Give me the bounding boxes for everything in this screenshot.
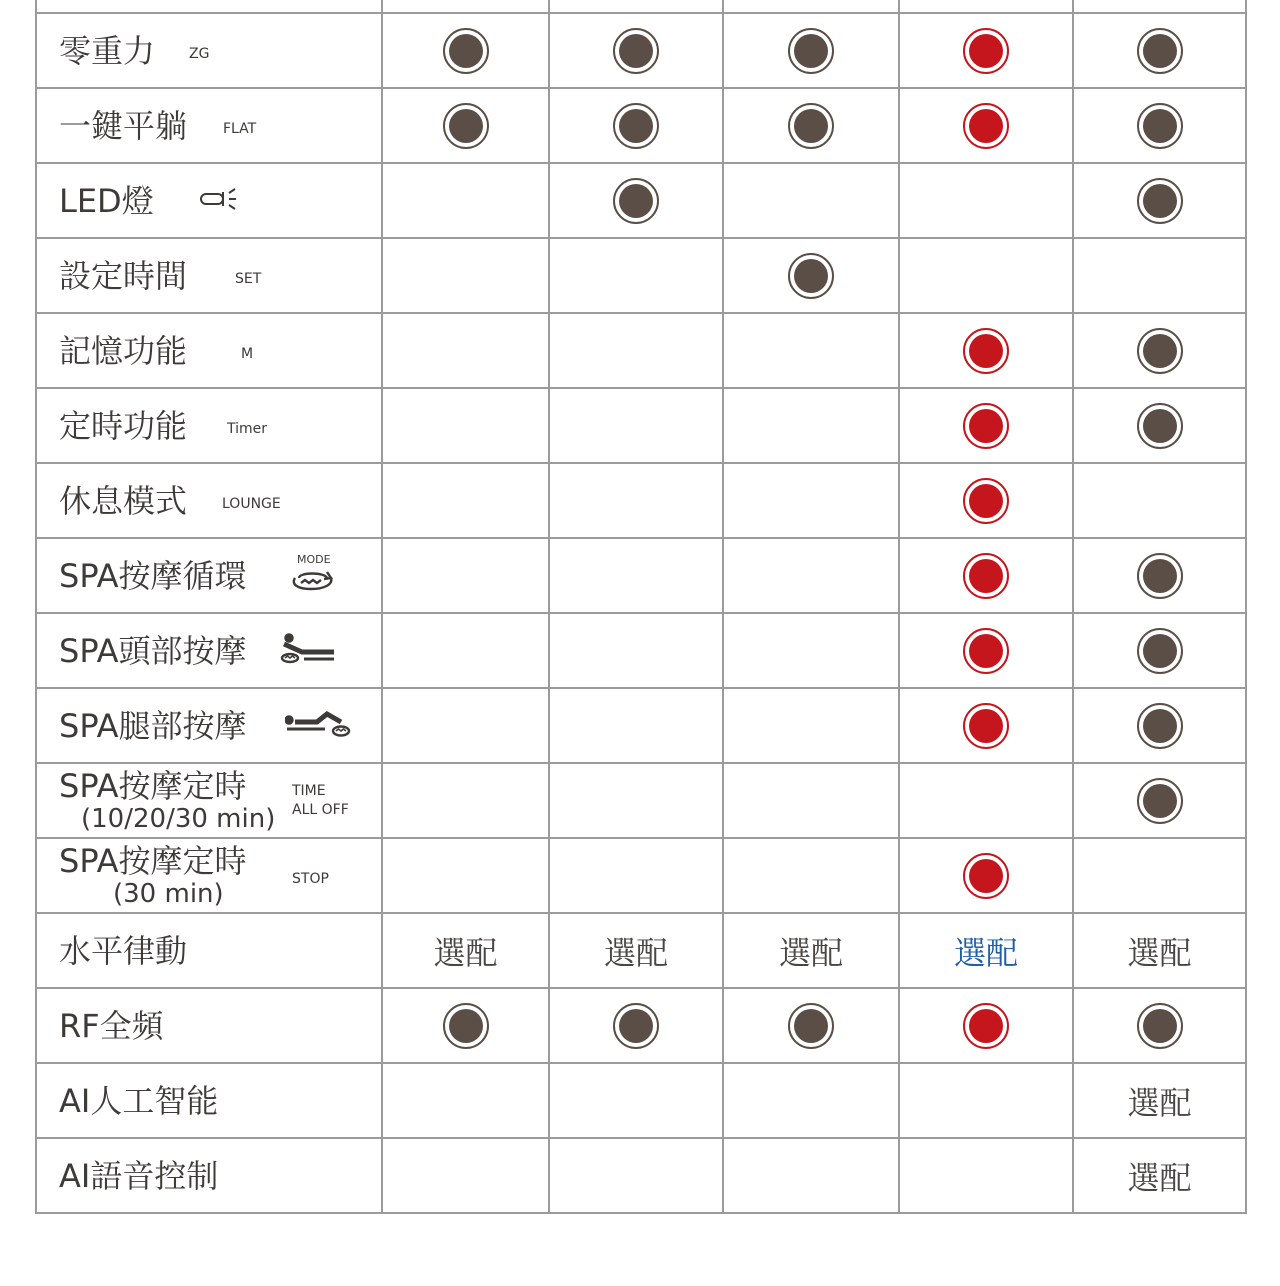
included-dot-highlight [963, 1003, 1009, 1049]
feature-name: SPA按摩循環 [59, 556, 247, 595]
feature-label-cell [36, 163, 382, 238]
feature-name: 設定時間 [59, 256, 188, 295]
included-dot-highlight [963, 853, 1009, 899]
included-dot [443, 1003, 489, 1049]
table-row [36, 688, 1246, 763]
included-dot-highlight [963, 403, 1009, 449]
model-cell [723, 388, 899, 463]
model-cell [723, 1138, 899, 1213]
included-dot-highlight [963, 28, 1009, 74]
feature-name: SPA按摩定時 [59, 842, 247, 880]
included-dot [788, 28, 834, 74]
feature-name: SPA頭部按摩 [59, 631, 247, 670]
model-cell [899, 763, 1073, 838]
table-row [36, 13, 1246, 88]
feature-code: STOP [292, 870, 329, 887]
included-dot [1137, 328, 1183, 374]
model-cell [1073, 1063, 1246, 1138]
table-cell [899, 0, 1073, 13]
feature-name: 水平律動 [59, 931, 188, 970]
model-cell [549, 388, 723, 463]
included-dot [613, 103, 659, 149]
table-cell [1073, 0, 1246, 13]
feature-label-cell [36, 238, 382, 313]
included-dot [788, 103, 834, 149]
flashlight-icon [199, 186, 245, 216]
model-cell [1073, 838, 1246, 913]
table-row [36, 838, 1246, 913]
table-row [36, 1138, 1246, 1213]
included-dot [613, 28, 659, 74]
table-row [36, 988, 1246, 1063]
included-dot-highlight [963, 328, 1009, 374]
model-cell [382, 988, 549, 1063]
model-cell [1073, 763, 1246, 838]
feature-label-cell [36, 613, 382, 688]
feature-name: AI人工智能 [59, 1081, 219, 1120]
table-row [36, 463, 1246, 538]
feature-label-cell [36, 763, 382, 838]
model-cell [899, 688, 1073, 763]
feature-label-cell [36, 913, 382, 988]
model-cell [382, 613, 549, 688]
model-cell [899, 238, 1073, 313]
model-cell [899, 313, 1073, 388]
model-cell [1073, 613, 1246, 688]
model-cell [899, 613, 1073, 688]
model-cell [549, 913, 723, 988]
model-cell [899, 988, 1073, 1063]
model-cell [723, 988, 899, 1063]
model-cell [382, 163, 549, 238]
model-cell [723, 88, 899, 163]
feature-code: Timer [227, 420, 268, 437]
table-cell [723, 0, 899, 13]
model-cell [1073, 163, 1246, 238]
model-cell [1073, 1138, 1246, 1213]
included-dot [1137, 403, 1183, 449]
model-cell [723, 538, 899, 613]
table-cell [549, 0, 723, 13]
table-row [36, 763, 1246, 838]
model-cell [1073, 13, 1246, 88]
feature-name: 一鍵平躺 [59, 106, 188, 145]
feature-name: RF全頻 [59, 1006, 164, 1045]
model-cell [549, 88, 723, 163]
model-cell [723, 313, 899, 388]
feature-subtitle: (10/20/30 min) [81, 804, 276, 834]
leg-massage-icon [285, 709, 351, 743]
included-dot-highlight [963, 478, 1009, 524]
included-dot [1137, 103, 1183, 149]
included-dot-highlight [963, 553, 1009, 599]
model-cell [723, 688, 899, 763]
model-cell [382, 838, 549, 913]
table-row [36, 538, 1246, 613]
model-cell [1073, 88, 1246, 163]
model-cell [723, 613, 899, 688]
table-row [36, 238, 1246, 313]
included-dot [443, 28, 489, 74]
model-cell [549, 613, 723, 688]
model-cell [382, 763, 549, 838]
model-cell [382, 463, 549, 538]
included-dot-highlight [963, 703, 1009, 749]
feature-label-cell [36, 988, 382, 1063]
optional-text: 選配 [1127, 1083, 1192, 1122]
model-cell [899, 13, 1073, 88]
feature-name: LED燈 [59, 181, 154, 220]
table-row [36, 913, 1246, 988]
optional-text: 選配 [1127, 933, 1192, 972]
feature-comparison-table [35, 0, 1247, 1214]
model-cell [549, 13, 723, 88]
included-dot [1137, 178, 1183, 224]
model-cell [1073, 238, 1246, 313]
model-cell [382, 88, 549, 163]
model-cell [723, 838, 899, 913]
table-row [36, 613, 1246, 688]
table-row [36, 388, 1246, 463]
model-cell [549, 1063, 723, 1138]
included-dot [788, 253, 834, 299]
model-cell [549, 688, 723, 763]
model-cell [549, 463, 723, 538]
model-cell [382, 538, 549, 613]
feature-code: FLAT [223, 120, 257, 137]
model-cell [1073, 538, 1246, 613]
feature-label-cell [36, 1063, 382, 1138]
table-cell [36, 0, 382, 13]
model-cell [1073, 463, 1246, 538]
included-dot [613, 1003, 659, 1049]
feature-code: TIME ALL OFF [292, 782, 349, 818]
feature-code: SET [235, 270, 262, 287]
model-cell [723, 463, 899, 538]
model-cell [899, 388, 1073, 463]
model-cell [1073, 313, 1246, 388]
model-cell [382, 313, 549, 388]
feature-name: SPA按摩定時 [59, 767, 247, 805]
model-cell [899, 538, 1073, 613]
optional-text: 選配 [778, 933, 843, 972]
feature-label-cell [36, 13, 382, 88]
model-cell [723, 1063, 899, 1138]
massage-cycle-icon [287, 566, 337, 596]
feature-label-cell [36, 538, 382, 613]
model-cell [382, 238, 549, 313]
included-dot [443, 103, 489, 149]
included-dot [1137, 703, 1183, 749]
table-row [36, 163, 1246, 238]
feature-code: MODE [297, 553, 331, 566]
table-row [36, 313, 1246, 388]
feature-label-cell [36, 463, 382, 538]
feature-subtitle: (30 min) [113, 879, 224, 909]
table-row [36, 88, 1246, 163]
feature-name: 零重力 [59, 31, 156, 70]
model-cell [723, 163, 899, 238]
feature-label-cell [36, 313, 382, 388]
model-cell [899, 1063, 1073, 1138]
feature-name: 休息模式 [59, 481, 188, 520]
optional-text: 選配 [1127, 1158, 1192, 1197]
model-cell [723, 763, 899, 838]
model-cell [1073, 688, 1246, 763]
feature-name: 記憶功能 [59, 331, 188, 370]
model-cell [382, 688, 549, 763]
feature-code: ZG [189, 45, 210, 62]
model-cell [899, 163, 1073, 238]
included-dot [1137, 553, 1183, 599]
model-cell [549, 313, 723, 388]
included-dot [1137, 778, 1183, 824]
included-dot [788, 1003, 834, 1049]
feature-name: AI語音控制 [59, 1156, 219, 1195]
optional-text: 選配 [433, 933, 498, 972]
included-dot [1137, 28, 1183, 74]
feature-label-cell [36, 1138, 382, 1213]
table-cell [382, 0, 549, 13]
model-cell [723, 13, 899, 88]
model-cell [1073, 388, 1246, 463]
model-cell [549, 763, 723, 838]
model-cell [382, 13, 549, 88]
model-cell [549, 1138, 723, 1213]
model-cell [382, 1063, 549, 1138]
included-dot-highlight [963, 103, 1009, 149]
feature-label-cell [36, 388, 382, 463]
included-dot [1137, 628, 1183, 674]
model-cell [1073, 988, 1246, 1063]
included-dot-highlight [963, 628, 1009, 674]
table-row [36, 1063, 1246, 1138]
feature-code: LOUNGE [222, 495, 281, 512]
included-dot [613, 178, 659, 224]
model-cell [382, 1138, 549, 1213]
table-row-stub [36, 0, 1246, 13]
model-cell [382, 388, 549, 463]
feature-name: 定時功能 [59, 406, 188, 445]
model-cell [549, 988, 723, 1063]
model-cell [899, 88, 1073, 163]
optional-text: 選配 [603, 933, 668, 972]
head-massage-icon [280, 633, 338, 669]
model-cell [723, 913, 899, 988]
feature-label-cell [36, 88, 382, 163]
model-cell [899, 838, 1073, 913]
model-cell [1073, 913, 1246, 988]
optional-text: 選配 [953, 933, 1018, 972]
model-cell [899, 913, 1073, 988]
model-cell [899, 463, 1073, 538]
model-cell [549, 238, 723, 313]
model-cell [549, 538, 723, 613]
model-cell [549, 163, 723, 238]
feature-name: SPA腿部按摩 [59, 706, 247, 745]
included-dot [1137, 1003, 1183, 1049]
feature-code: M [241, 345, 254, 362]
model-cell [382, 913, 549, 988]
model-cell [899, 1138, 1073, 1213]
feature-label-cell [36, 688, 382, 763]
feature-label-cell [36, 838, 382, 913]
model-cell [549, 838, 723, 913]
model-cell [723, 238, 899, 313]
